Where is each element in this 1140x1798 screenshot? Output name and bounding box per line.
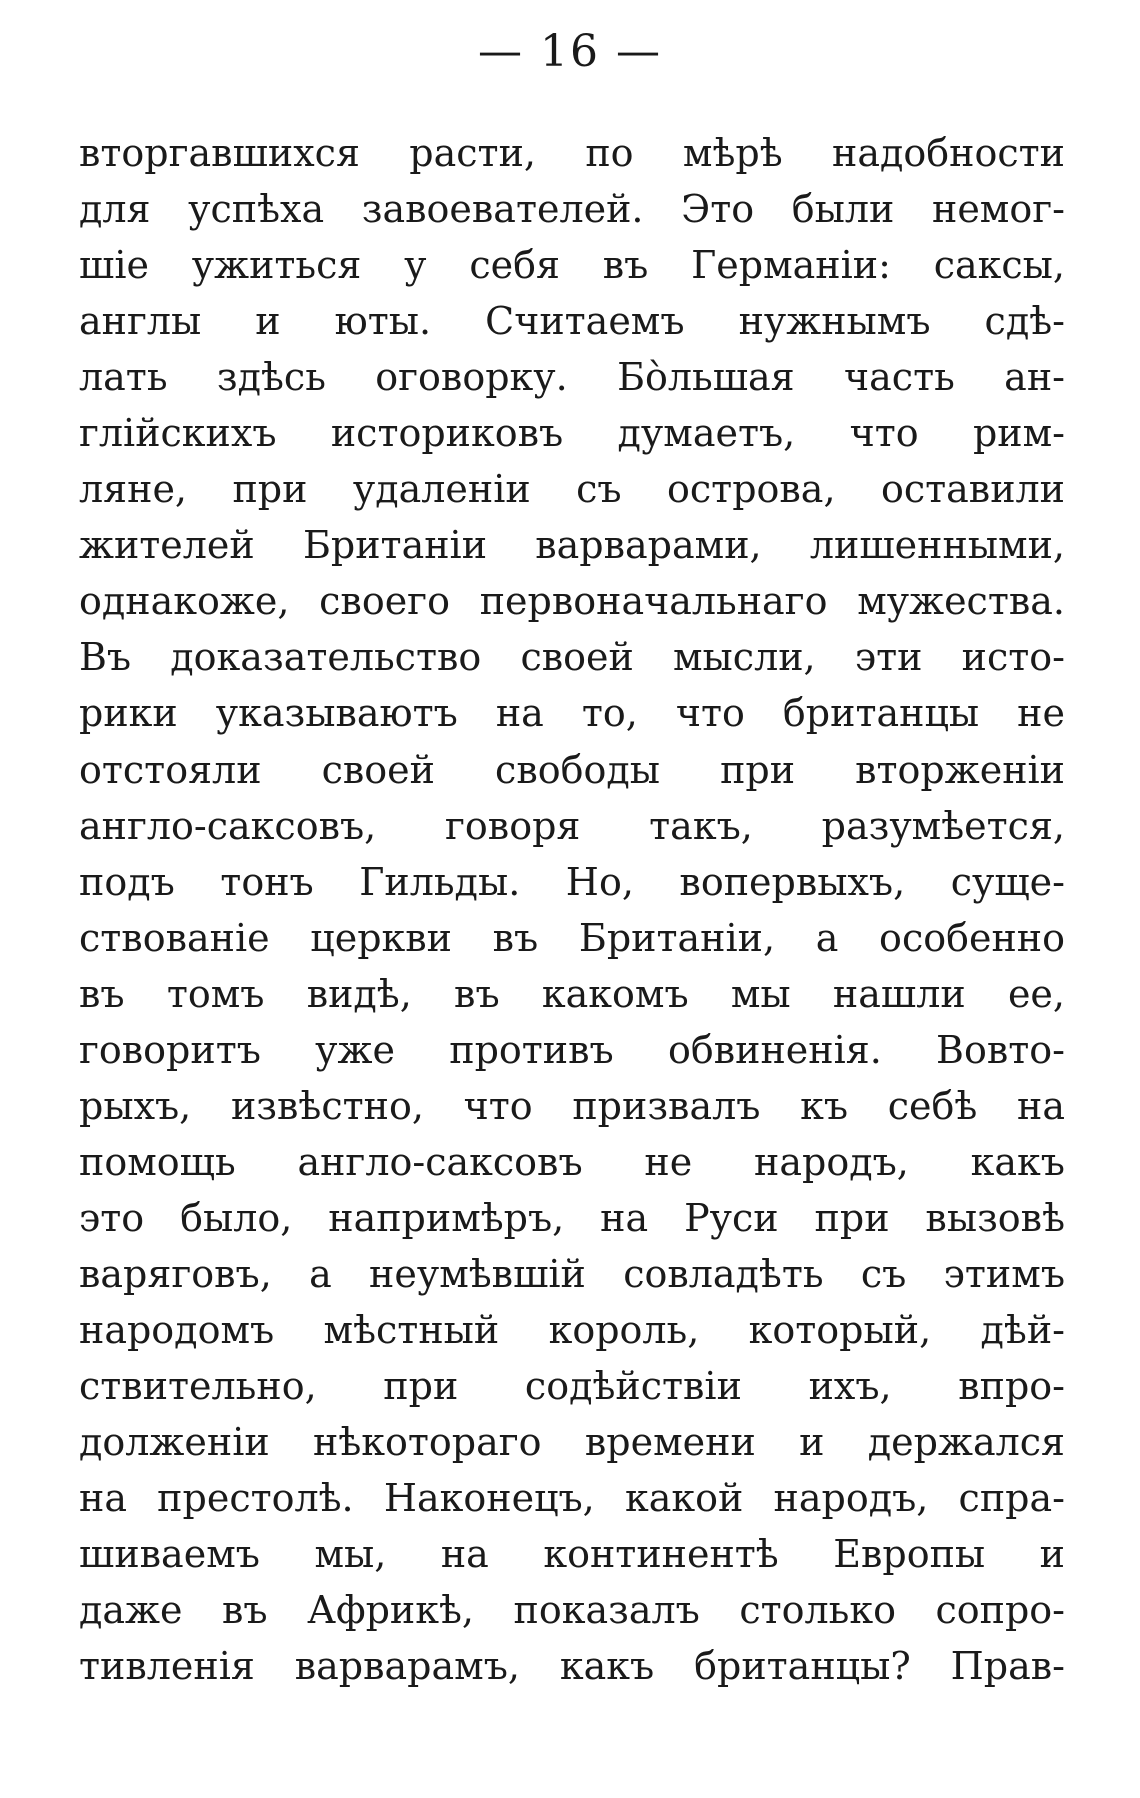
text-line: на престолѣ. Наконецъ, какой народъ, спра- [79,1476,1065,1521]
text-line: шиваемъ мы, на континентѣ Европы и [79,1532,1065,1577]
text-line: ствительно, при содѣйствіи ихъ, впро- [79,1364,1065,1409]
text-line: вторгавшихся расти, по мѣрѣ надобности [79,131,1065,175]
text-line: говоритъ уже противъ обвиненія. Вовто- [79,1027,1065,1072]
page-number: — 16 — [478,26,662,77]
text-line: въ томъ видѣ, въ какомъ мы нашли ее, [79,971,1065,1016]
text-line: помощь англо-саксовъ не народъ, какъ [79,1139,1065,1184]
text-line: для успѣха завоевателей. Это были немог- [79,187,1065,232]
text-line: отстояли своей свободы при вторженіи [79,747,1065,792]
text-line: тивленія варварамъ, какъ британцы? Прав- [79,1644,1065,1689]
text-line: народомъ мѣстный король, который, дѣй- [79,1307,1065,1352]
text-line: даже въ Африкѣ, показалъ столько сопро- [79,1588,1065,1633]
text-line: Въ доказательство своей мысли, эти исто- [79,635,1065,680]
text-line: однакоже, своего первоначальнаго мужества. [79,579,1065,624]
text-line: варяговъ, а неумѣвшій совладѣть съ этимъ [79,1251,1065,1296]
text-line: рики указываютъ на то, что британцы не [79,691,1065,736]
text-line: англы и юты. Считаемъ нужнымъ сдѣ- [79,299,1065,344]
text-line: жителей Британіи варварами, лишенными, [79,523,1065,568]
text-line: шіе ужиться у себя въ Германіи: саксы, [79,243,1065,288]
text-line: долженіи нѣкотораго времени и держался [79,1420,1065,1465]
text-line: глійскихъ историковъ думаетъ, что рим- [79,411,1065,456]
body-text [79,125,1065,1694]
text-line: ляне, при удаленіи съ острова, оставили [79,467,1065,512]
text-line: это было, напримѣръ, на Руси при вызовѣ [79,1195,1065,1240]
text-line: англо-саксовъ, говоря такъ, разумѣется, [79,803,1065,848]
text-line: лать здѣсь оговорку. Бо̀льшая часть ан- [79,355,1065,400]
text-line: рыхъ, извѣстно, что призвалъ къ себѣ на [79,1083,1065,1128]
text-line: подъ тонъ Гильды. Но, вопервыхъ, суще- [79,859,1065,904]
text-line: ствованіе церкви въ Британіи, а особенно [79,915,1065,960]
